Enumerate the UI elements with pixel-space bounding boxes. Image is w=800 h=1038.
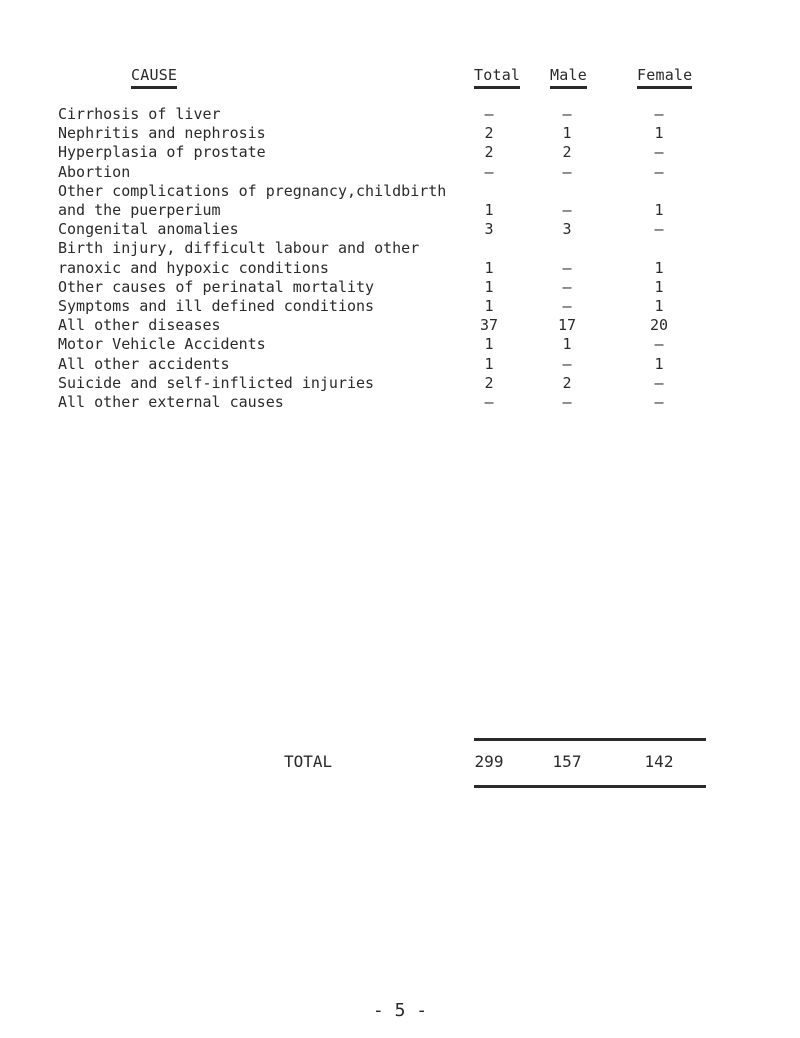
female-cell: 1 [654,277,664,296]
table-row [0,392,800,412]
male-cell: – [562,297,572,315]
male-cell: 17 [557,316,577,335]
total-male: 157 [552,752,582,771]
total-cell: 1 [484,201,494,219]
total-label: TOTAL [284,752,333,771]
total-cell: 3 [484,220,494,239]
male-cell: – [562,162,572,181]
cause-cell: Hyperplasia of prostate [58,143,266,162]
total-cell: 1 [484,297,494,315]
male-cell: – [562,354,572,373]
cause-cell: Nephritis and nephrosis [58,124,266,143]
total-cell: 2 [484,124,494,143]
female-cell: – [654,162,664,181]
total-cell: – [484,393,494,411]
male-cell: – [562,201,572,219]
cause-cell: and the puerperium [58,201,221,219]
cause-cell: All other accidents [58,354,230,373]
total-female: 142 [644,752,674,771]
cause-cell: Other causes of perinatal mortality [58,277,375,296]
table-row [0,277,800,297]
female-cell: – [654,335,664,354]
total-cell: 2 [484,373,494,392]
male-cell: 1 [562,335,572,354]
total-cell: 2 [484,143,494,162]
cause-cell: All other diseases [58,316,221,335]
header-male: Male [550,66,587,89]
cause-cell: Congenital anomalies [58,220,239,239]
cause-cell: Motor Vehicle Accidents [58,335,266,354]
male-cell: – [562,105,572,123]
cause-cell: Abortion [58,162,131,181]
male-cell: 2 [562,143,572,162]
total-cell: 1 [484,335,494,354]
total-cell: – [484,162,494,181]
page-number: - 5 - [372,1000,428,1021]
female-cell: 1 [654,124,664,143]
female-cell: 1 [654,354,664,373]
header-cause: CAUSE [131,66,177,89]
female-cell: 1 [654,201,664,219]
table-row [0,238,800,258]
table-row [0,181,800,201]
table-row [0,162,800,182]
table-row [0,296,800,316]
header-female: Female [637,66,692,89]
table-row [0,315,800,335]
female-cell: 1 [654,297,664,315]
cause-cell: Other complications of pregnancy,childbirth [58,181,447,200]
female-cell: – [654,105,664,123]
cause-cell: Cirrhosis of liver [58,105,221,123]
table-row [0,334,800,354]
table-row [0,123,800,143]
table-row [0,354,800,374]
female-cell: 20 [649,316,669,335]
table-row [0,142,800,162]
header-total: Total [474,66,520,89]
table-row [0,258,800,278]
cause-cell: Symptoms and ill defined conditions [58,297,375,315]
male-cell: 3 [562,220,572,239]
total-bottom-rule [474,785,706,788]
male-cell: – [562,393,572,411]
total-top-rule [474,738,706,741]
total-cell: 37 [479,316,499,335]
cause-cell: ranoxic and hypoxic conditions [58,258,329,277]
female-cell: – [654,393,664,411]
male-cell: 2 [562,373,572,392]
male-cell: 1 [562,124,572,143]
table-row [0,219,800,239]
female-cell: – [654,373,664,392]
table-row [0,200,800,220]
cause-cell: Suicide and self-inflicted injuries [58,373,375,392]
female-cell: 1 [654,258,664,277]
total-cell: – [484,105,494,123]
cause-cell: All other external causes [58,393,284,411]
total-cell: 1 [484,277,494,296]
cause-cell: Birth injury, difficult labour and other [58,239,420,258]
male-cell: – [562,258,572,277]
total-row [0,750,800,774]
total-total: 299 [474,752,504,771]
total-cell: 1 [484,258,494,277]
table-row [0,104,800,124]
female-cell: – [654,220,664,239]
male-cell: – [562,277,572,296]
female-cell: – [654,143,664,162]
total-cell: 1 [484,354,494,373]
table-row [0,373,800,393]
